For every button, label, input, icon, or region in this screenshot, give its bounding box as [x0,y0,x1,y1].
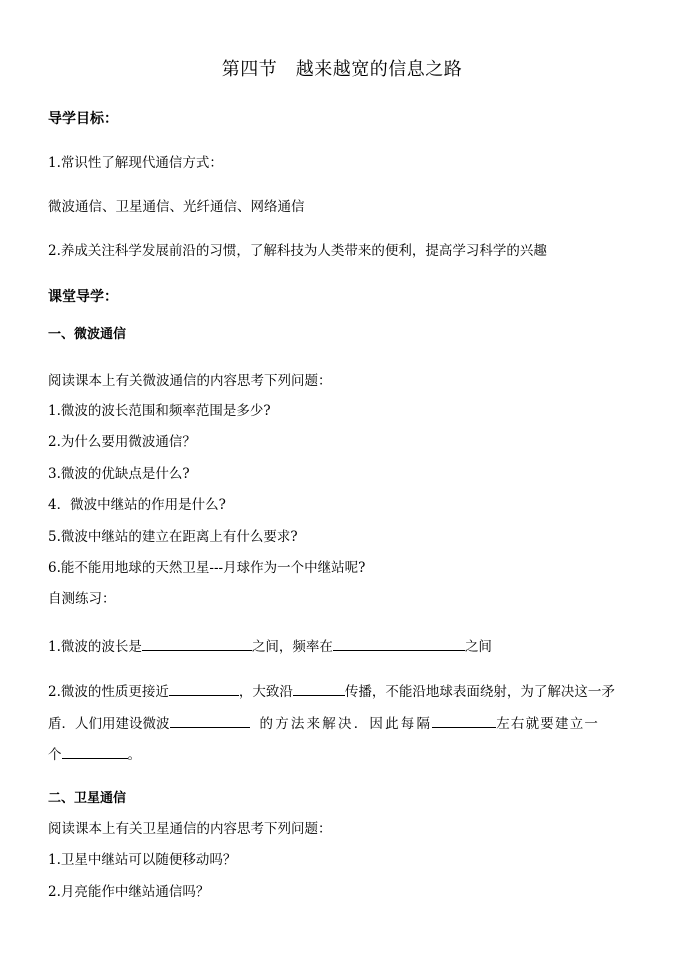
exercise-1-text-b: 之间，频率在 [251,639,333,655]
exercise-2-text-g: 个 [48,747,62,763]
section-1-heading: 一、微波通信 [48,327,127,342]
blank-frequency[interactable] [333,638,465,651]
section-2-question-1: 1.卫星中继站可以随便移动吗？ [48,852,237,868]
section-2-question-2: 2.月亮能作中继站通信吗？ [48,884,210,900]
blank-relay[interactable] [170,715,250,728]
exercise-2-line-1 [48,683,615,700]
objective-item-1: 1.常识性了解现代通信方式： [48,155,223,171]
section-1-question-1: 1.微波的波长范围和频率范围是多少? [48,403,271,419]
blank-nature[interactable] [169,683,239,696]
page-title: 第四节 越来越宽的信息之路 [221,59,463,80]
blank-station[interactable] [62,746,128,759]
section-1-question-5: 5.微波中继站的建立在距离上有什么要求? [48,529,298,545]
section-1-question-2: 2.为什么要用微波通信？ [48,434,196,450]
objective-item-1-detail: 微波通信、卫星通信、光纤通信、网络通信 [48,199,305,215]
exercise-1-text-c: 之间 [464,639,492,655]
section-2-intro: 阅读课本上有关卫星通信的内容思考下列问题： [48,821,332,837]
objective-item-2: 2.养成关注科学发展前沿的习惯，了解科技为人类带来的便利，提高学习科学的兴趣 [48,243,547,259]
exercise-1-text-a: 1.微波的波长是 [48,639,142,655]
exercise-2-line-3 [48,746,141,763]
exercise-2-text-f: 左右就要建立一 [496,716,600,732]
exercise-2-line-2 [48,715,599,732]
exercise-2-text-c: 传播，不能沿地球表面绕射，为了解决这一矛 [344,684,615,700]
self-test-heading: 自测练习： [48,591,116,607]
exercise-2-text-a: 2.微波的性质更接近 [48,684,169,700]
guide-heading: 课堂导学： [48,289,118,305]
section-1-question-4: 4．微波中继站的作用是什么? [48,497,226,513]
blank-distance[interactable] [432,715,496,728]
section-2-heading: 二、卫星通信 [48,791,127,806]
exercise-2-text-h: 。 [127,747,141,763]
section-1-question-3: 3.微波的优缺点是什么? [48,466,190,482]
blank-wavelength[interactable] [142,638,252,651]
section-1-intro: 阅读课本上有关微波通信的内容思考下列问题： [48,373,332,389]
exercise-2-text-b: ，大致沿 [238,684,293,700]
section-1-question-6: 6.能不能用地球的天然卫星---月球作为一个中继站呢? [48,560,366,576]
exercise-2-text-e: 的方法来解决．因此每隔 [259,716,433,732]
blank-propagation[interactable] [293,683,345,696]
exercise-2-text-d: 盾．人们用建设微波 [48,716,170,732]
objectives-heading: 导学目标： [48,111,118,127]
exercise-1 [48,638,492,655]
